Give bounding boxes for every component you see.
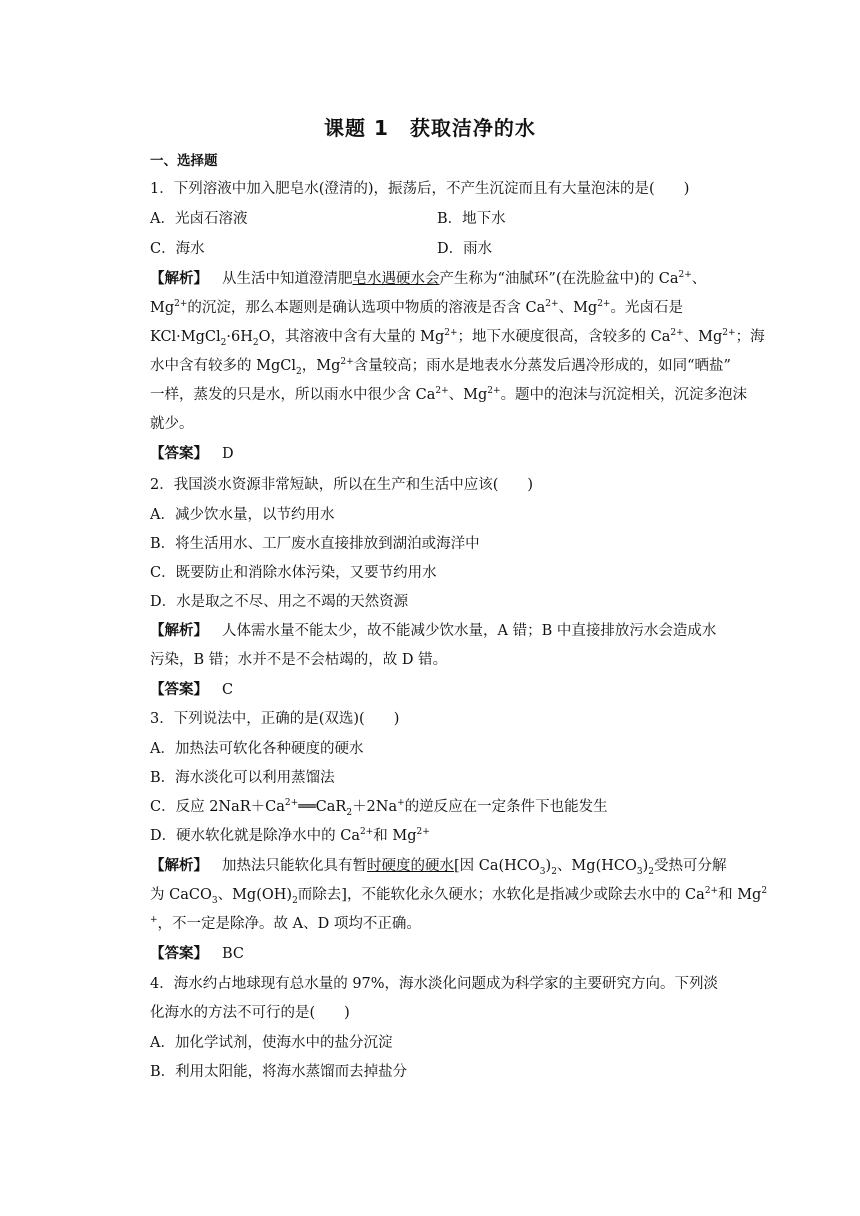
question-3-answer [150,945,770,963]
question-1-analysis-line-1: 【解析】 从生活中知道澄清肥皂水遇硬水会产生称为“油腻环”(在洗脸盆中)的 $Ca^{2+}$、 [150,270,707,287]
answer-value: BC [222,946,245,962]
page-title: 课题 1 获取洁净的水 [324,116,536,140]
question-4-stem-line-1: 4．海水约占地球现有总水量的 97%，海水淡化问题成为科学家的主要研究方向。下列淡 [150,976,719,992]
analysis-tag: 【解析】 [150,271,208,287]
analysis-tag: 【解析】 [150,623,208,639]
question-2-analysis-line-2: 污染，B 错；水并不是不会枯竭的，故 D 错。 [150,652,448,668]
question-1-option-b: B．地下水 [437,211,506,227]
answer-value: C [222,682,234,698]
question-4-stem-line-2: 化海水的方法不可行的是( ) [150,1005,350,1021]
question-2-option-c: C．既要防止和消除水体污染，又要节约用水 [150,565,437,581]
question-1-analysis-line-3: $KCl\cdot MgCl_2\cdot 6H_2O$，其溶液中含有大量的 $Mg^{2+}$；地下水硬度很高，含较多的 $Ca^{2+}$、$Mg^{2+}$；海 [150,328,765,348]
question-1-option-c: C．海水 [150,241,205,257]
answer-tag: 【答案】 [150,946,208,962]
question-2-option-b: B．将生活用水、工厂废水直接排放到湖泊或海洋中 [150,536,480,552]
question-3-stem: 3．下列说法中，正确的是(双选)( ) [150,711,400,727]
answer-value: D [222,446,234,462]
question-1-option-d: D．雨水 [437,241,493,257]
question-4-option-b: B．利用太阳能，将海水蒸馏而去掉盐分 [150,1064,408,1080]
question-1-analysis-line-5: 一样，蒸发的只是水，所以雨水中很少含 $Ca^{2+}$、$Mg^{2+}$。题中的泡沫与沉淀相关，沉淀多泡沫 [150,386,748,403]
question-1-analysis-line-2: $Mg^{2+}$的沉淀，那么本题则是确认选项中物质的溶液是否含 $Ca^{2+}$、$Mg^{2+}$。光卤石是 [150,299,683,316]
question-2-analysis-line-1: 【解析】 人体需水量不能太少，故不能减少饮水量，A 错；B 中直接排放污水会造成水 [150,623,717,639]
question-3-option-b: B．海水淡化可以利用蒸馏法 [150,770,335,786]
question-4-option-a: A．加化学试剂，使海水中的盐分沉淀 [150,1035,393,1051]
question-2-answer [150,681,770,699]
answer-tag: 【答案】 [150,446,208,462]
question-2-stem: 2．我国淡水资源非常短缺，所以在生产和生活中应该( ) [150,477,534,493]
question-3-analysis-line-3: +，不一定是除净。故 A、D 项均不正确。 [150,915,421,932]
question-3-option-c: C．反应 $2NaR+Ca^{2+}══CaR_2+2Na^+$的逆反应在一定条件下也能发生 [150,798,608,818]
analysis-tag: 【解析】 [150,858,208,874]
question-3-option-d: D．硬水软化就是除净水中的 $Ca^{2+}$和 $Mg^{2+}$ [150,827,430,844]
question-3-analysis-line-2: 为 CaCO$_3$、$Mg(OH)_2$而除去]，不能软化永久硬水；水软化是指减少或除去水中的 $Ca^{2+}$和 Mg$^2$ [150,886,768,906]
question-1-option-a: A．光卤石溶液 [150,211,248,227]
question-2-option-a: A．减少饮水量，以节约用水 [150,507,335,523]
question-1-analysis-line-6: 就少。 [150,416,194,432]
answer-tag: 【答案】 [150,682,208,698]
question-1-analysis-line-4: 水中含有较多的 MgCl$_2$，$Mg^{2+}$含量较高；雨水是地表水分蒸发后遇冷形成的，如同“晒盐” [150,357,731,377]
question-3-option-a: A．加热法可软化各种硬度的硬水 [150,741,364,757]
question-1-answer [150,445,770,463]
section-heading: 一、选择题 [150,153,218,169]
question-1-stem: 1．下列溶液中加入肥皂水(澄清的)，振荡后，不产生沉淀而且有大量泡沫的是( ) [150,181,690,197]
question-3-analysis-line-1: 【解析】 加热法只能软化具有暂时硬度的硬水[因 $Ca(HCO_3)_2$、$Mg(HCO_3)_2$受热可分解 [150,858,727,877]
question-2-option-d: D．水是取之不尽、用之不竭的天然资源 [150,594,409,610]
